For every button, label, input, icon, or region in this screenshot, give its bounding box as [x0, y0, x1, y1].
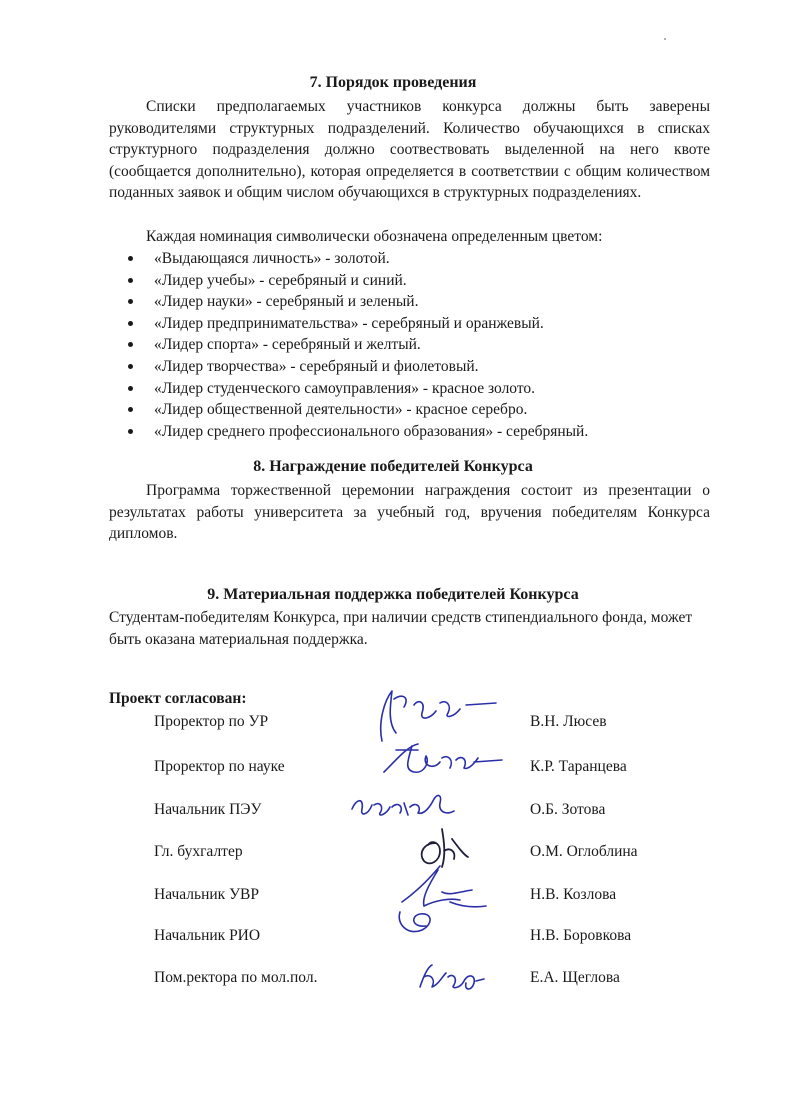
approval-row — [0, 969, 786, 995]
list-item: «Лидер общественной деятельности» - красное серебро. — [109, 399, 710, 421]
nominations-list — [109, 248, 710, 442]
list-item: «Лидер предпринимательства» - серебряный и оранжевый. — [109, 313, 710, 335]
approval-row — [0, 886, 786, 912]
section-8-paragraph: Программа торжественной церемонии награждения состоит из презентации о результатах работы университета за учебный год, вручения победителям Конкурса дипломов. — [109, 482, 710, 543]
approver-position: Гл. бухгалтер — [154, 843, 243, 860]
approver-position: Начальник РИО — [154, 927, 261, 944]
signature-image — [414, 959, 494, 999]
list-item: «Лидер студенческого самоуправления» - красное золото. — [109, 378, 710, 400]
section-7-paragraph-1: Списки предполагаемых участников конкурса должны быть заверены руководителями структурных подразделений. Количество обучающихся в списках структурного подразделения должно соотвествовать выделенной на него квоте (сообщается дополнительно), которая определяется в соответствии с общим количеством поданных заявок и общим числом обучающихся в структурных подразделениях. — [109, 98, 710, 202]
list-item: «Выдающаяся личность» - золотой. — [109, 248, 710, 270]
approver-name: О.М. Оглоблина — [530, 843, 638, 860]
approver-position: Проректор по УР — [154, 713, 269, 730]
approver-name: Н.В. Боровкова — [530, 927, 632, 944]
list-item: «Лидер среднего профессионального образования» - серебряный. — [109, 421, 710, 443]
approval-heading: Проект согласован: — [109, 690, 247, 707]
section-7-heading: 7. Порядок проведения — [309, 74, 477, 91]
list-item: «Лидер учебы» - серебряный и синий. — [109, 270, 710, 292]
signature-image — [378, 736, 508, 786]
approver-name: В.Н. Люсев — [530, 713, 607, 730]
approval-row — [0, 758, 786, 784]
list-item: «Лидер спорта» - серебряный и желтый. — [109, 334, 710, 356]
section-9-paragraph: Студентам-победителям Конкурса, при наличии средств стипендиального фонда, может быть оказана материальная поддержка. — [109, 609, 693, 648]
approver-name: О.Б. Зотова — [530, 801, 606, 818]
scan-speck — [664, 38, 666, 40]
section-9-heading: 9. Материальная поддержка победителей Конкурса — [207, 586, 579, 603]
list-item: «Лидер науки» - серебряный и зеленый. — [109, 291, 710, 313]
approval-row — [0, 927, 786, 953]
approver-position: Начальник УВР — [154, 886, 259, 903]
approval-row — [0, 801, 786, 827]
approver-name: Н.В. Козлова — [530, 886, 617, 903]
approver-name: Е.А. Щеглова — [530, 969, 620, 986]
approver-position: Проректор по науке — [154, 758, 285, 775]
approver-name: К.Р. Таранцева — [530, 758, 627, 775]
section-8-heading: 8. Награждение победителей Конкурса — [253, 458, 533, 475]
section-7-paragraph-2: Каждая номинация символически обозначена определенным цветом: — [146, 228, 603, 245]
approver-position: Пом.ректора по мол.пол. — [154, 969, 318, 986]
approver-position: Начальник ПЭУ — [154, 801, 262, 818]
list-item: «Лидер творчества» - серебряный и фиолетовый. — [109, 356, 710, 378]
